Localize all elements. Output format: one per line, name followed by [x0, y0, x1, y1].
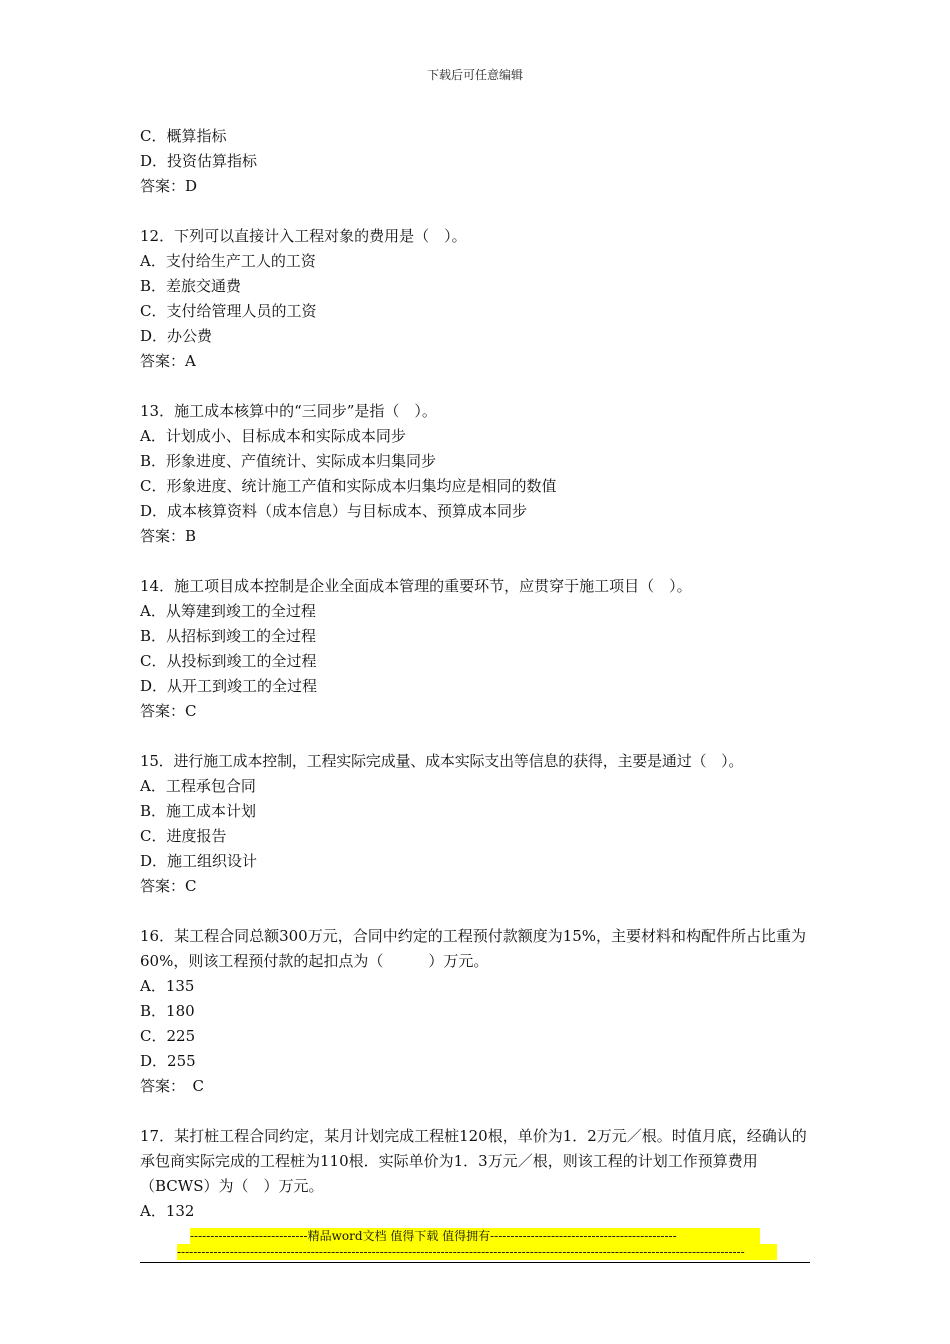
question-block-12 [140, 224, 820, 374]
question-stem: 14．施工项目成本控制是企业全面成本管理的重要环节，应贯穿于施工项目（ ）。 [140, 577, 692, 595]
question-stem: 16．某工程合同总额300万元，合同中约定的工程预付款额度为15%，主要材料和构配件所占比重为60%，则该工程预付款的起扣点为（ ）万元。 [140, 927, 807, 970]
option-c: C．形象进度、统计施工产值和实际成本归集均应是相同的数值 [140, 477, 557, 495]
option-d: D．施工组织设计 [140, 852, 258, 870]
question-stem: 13．施工成本核算中的“三同步”是指（ ）。 [140, 402, 437, 420]
option-c: C．概算指标 [140, 127, 227, 145]
question-block-14 [140, 574, 820, 724]
question-stem: 15．进行施工成本控制，工程实际完成量、成本实际支出等信息的获得，主要是通过（ ）。 [140, 752, 744, 770]
footer-dash-line: -------------------------------------------------------------------------------------------------------------------------------------------- [177, 1244, 777, 1260]
answer: 答案：D [140, 177, 198, 195]
page-footer [140, 1228, 810, 1260]
answer: 答案：C [140, 877, 197, 895]
option-a: A．支付给生产工人的工资 [140, 252, 316, 270]
question-block-17 [140, 1124, 820, 1224]
document-body [140, 124, 820, 1249]
option-c: C．从投标到竣工的全过程 [140, 652, 317, 670]
footer-rule [140, 1262, 810, 1263]
option-d: D．投资估算指标 [140, 152, 258, 170]
option-d: D．办公费 [140, 327, 213, 345]
option-c: C．225 [140, 1027, 196, 1045]
question-block-16 [140, 924, 820, 1099]
option-b: B．180 [140, 1002, 195, 1020]
question-block-15 [140, 749, 820, 899]
option-a: A．135 [140, 977, 195, 995]
option-c: C．支付给管理人员的工资 [140, 302, 317, 320]
question-stem: 12．下列可以直接计入工程对象的费用是（ ）。 [140, 227, 467, 245]
page-header: 下载后可任意编辑 [426, 68, 523, 82]
option-a: A．计划成小、目标成本和实际成本同步 [140, 427, 406, 445]
question-block-11-tail [140, 124, 820, 199]
footer-banner-line: -----------------------------精品word文档 值得下载 值得拥有---------------------------------------------- [190, 1228, 760, 1244]
question-block-13 [140, 399, 820, 549]
option-a: A．从筹建到竣工的全过程 [140, 602, 316, 620]
option-b: B．施工成本计划 [140, 802, 257, 820]
option-b: B．从招标到竣工的全过程 [140, 627, 317, 645]
option-d: D．从开工到竣工的全过程 [140, 677, 318, 695]
option-a: A．工程承包合同 [140, 777, 256, 795]
option-c: C．进度报告 [140, 827, 227, 845]
answer: 答案： C [140, 1077, 204, 1095]
option-b: B．差旅交通费 [140, 277, 242, 295]
answer: 答案：C [140, 702, 197, 720]
option-d: D．成本核算资料（成本信息）与目标成本、预算成本同步 [140, 502, 528, 520]
answer: 答案：B [140, 527, 197, 545]
option-d: D．255 [140, 1052, 196, 1070]
option-b: B．形象进度、产值统计、实际成本归集同步 [140, 452, 437, 470]
option-a: A．132 [140, 1202, 195, 1220]
answer: 答案：A [140, 352, 196, 370]
question-stem: 17．某打桩工程合同约定，某月计划完成工程桩120根，单价为1．2万元／根。时值月底，经确认的承包商实际完成的工程桩为110根．实际单价为1．3万元／根，则该工程的计划工作预算费用（BCWS）为（ ）万元。 [140, 1127, 807, 1195]
